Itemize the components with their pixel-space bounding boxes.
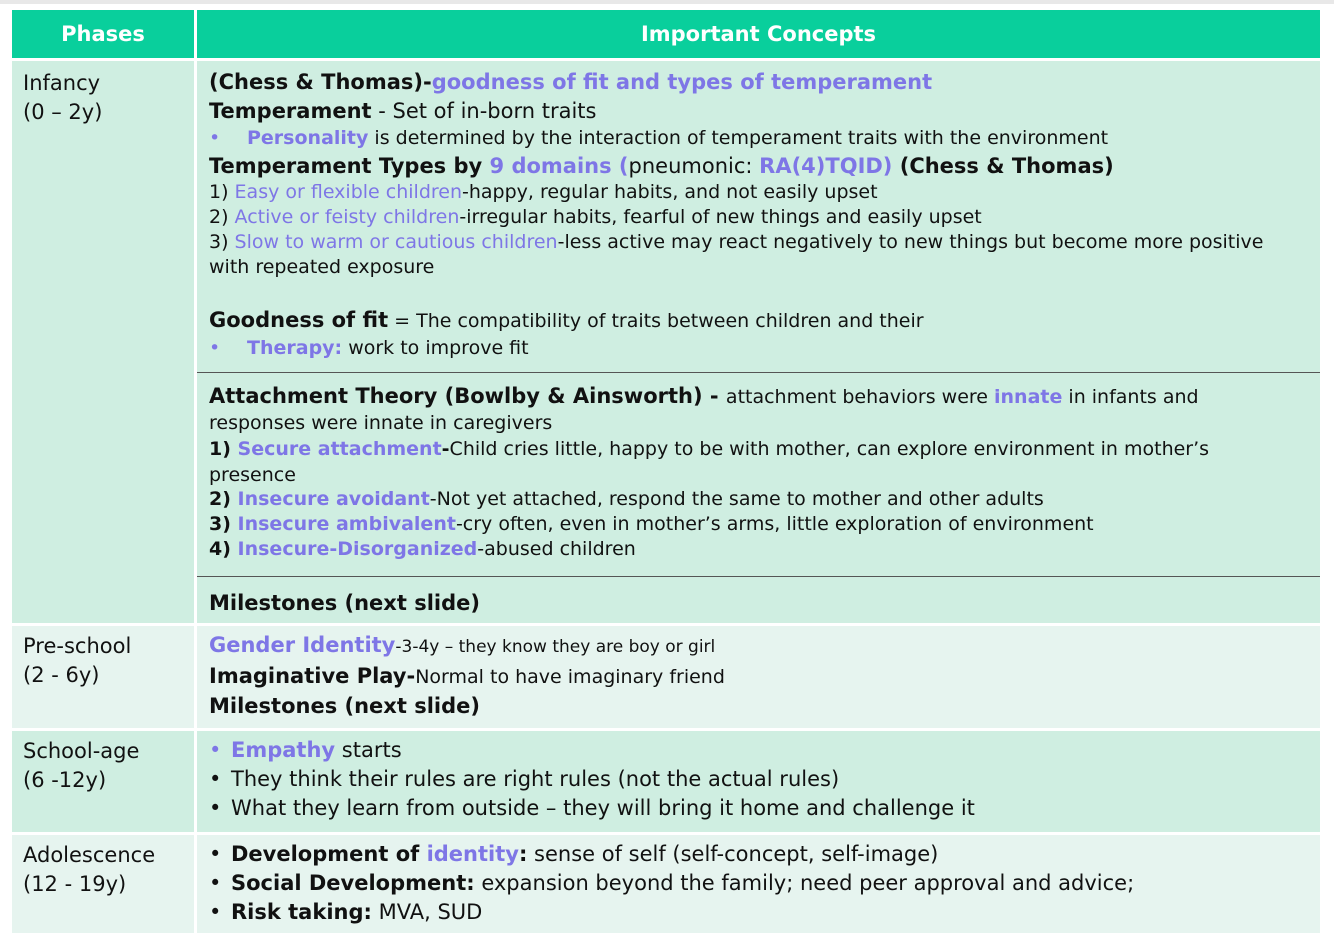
empathy-term: Empathy	[231, 738, 336, 762]
attachment-text-end: in infants and	[1062, 386, 1199, 408]
social-line	[209, 869, 1312, 898]
risk-term: Risk taking:	[231, 900, 372, 924]
identity-desc: sense of self (self-concept, self-image)	[527, 842, 939, 866]
schoolage-content	[209, 736, 1312, 823]
identity-line	[209, 840, 1312, 869]
types-label: Temperament Types by	[209, 154, 490, 178]
attachment-text: attachment behaviors were	[725, 386, 995, 408]
attachment-2-line	[209, 487, 1312, 512]
bullet-icon: •	[209, 842, 222, 866]
insecure-disorganized-term: Insecure-Disorganized	[237, 538, 478, 560]
type-3-continued: with repeated exposure	[209, 256, 435, 278]
adolescence-content	[209, 840, 1312, 927]
temperament-line	[209, 97, 1312, 125]
goodness-types-link: goodness of fit and types of temperament	[431, 70, 933, 94]
type-2-name: Active or feisty children	[234, 206, 460, 228]
type-3-line	[209, 230, 1312, 255]
attachment-section	[209, 382, 1312, 562]
attachment-3-num: 3)	[209, 513, 238, 535]
empathy-line	[209, 736, 1312, 765]
phase-name: School-age	[23, 739, 140, 763]
phase-range: (2 - 6y)	[23, 663, 100, 687]
type-3-name: Slow to warm or cautious children	[234, 231, 558, 253]
types-domains: 9 domains (	[489, 154, 629, 178]
type-2-num: 2)	[209, 206, 235, 228]
insecure-avoidant-desc: -Not yet attached, respond the same to mother and other adults	[429, 488, 1044, 510]
type-3-desc: -less active may react negatively to new things but become more positive	[557, 231, 1264, 253]
type-1-desc: -happy, regular habits, and not easily upset	[462, 181, 878, 203]
rules-line	[209, 765, 1312, 794]
gender-identity-desc: -3-4y – they know they are boy or girl	[395, 637, 716, 657]
personality-line	[209, 125, 1312, 152]
gender-identity-term: Gender Identity	[209, 633, 396, 657]
risk-line	[209, 898, 1312, 927]
insecure-ambivalent-term: Insecure ambivalent	[237, 513, 456, 535]
insecure-disorganized-desc: -abused children	[477, 538, 636, 560]
secure-attachment-desc: Child cries little, happy to be with mother, can explore environment in mother’s	[449, 438, 1210, 460]
bullet-icon: •	[209, 871, 222, 895]
identity-label: Development of	[231, 842, 427, 866]
therapy-line	[209, 335, 1312, 361]
bullet-icon: •	[209, 337, 221, 359]
types-code: RA(4)TQID)	[759, 154, 893, 178]
bullet-icon: •	[209, 738, 222, 762]
risk-desc: MVA, SUD	[371, 900, 483, 924]
personality-definition: is determined by the interaction of temperament traits with the environment	[368, 127, 1109, 149]
phase-range: (12 - 19y)	[23, 872, 127, 896]
bullet-icon: •	[209, 796, 222, 820]
imaginative-play-desc: Normal to have imaginary friend	[415, 666, 725, 688]
innate-term: innate	[994, 386, 1063, 408]
temperament-types-line	[209, 152, 1312, 180]
chess-thomas-label: (Chess & Thomas)-	[209, 70, 432, 94]
phase-range: (0 – 2y)	[23, 100, 103, 124]
gender-identity-line	[209, 631, 1312, 662]
attachment-theory-title: Attachment Theory (Bowlby & Ainsworth) -	[209, 384, 726, 408]
social-desc: expansion beyond the family; need peer approval and advice;	[474, 871, 1135, 895]
secure-attachment-term: Secure attachment	[237, 438, 442, 460]
personality-term: Personality	[247, 127, 369, 149]
attachment-1-dash: -	[441, 438, 450, 460]
bullet-icon: •	[209, 900, 222, 924]
identity-colon: :	[518, 842, 528, 866]
infancy-concepts-cell	[197, 61, 1320, 623]
goodness-of-fit-definition: = The compatibility of traits between children and their	[388, 310, 924, 332]
attachment-3-line	[209, 512, 1312, 537]
header-phases: Phases	[12, 10, 194, 58]
preschool-phase-cell	[12, 626, 194, 728]
preschool-content	[209, 631, 1312, 720]
phase-range: (6 -12y)	[23, 768, 107, 792]
type-1-num: 1)	[209, 181, 235, 203]
top-border	[0, 0, 1334, 4]
attachment-1-line	[209, 436, 1312, 463]
section-divider	[197, 372, 1320, 373]
phase-name: Pre-school	[23, 634, 132, 658]
temperament-definition: - Set of in-born traits	[371, 99, 597, 123]
attachment-1-num: 1)	[209, 438, 238, 460]
phase-name: Adolescence	[23, 843, 156, 867]
schoolage-phase-cell	[12, 731, 194, 832]
attachment-continued: responses were innate in caregivers	[209, 412, 553, 434]
type-2-desc: -irregular habits, fearful of new things and easily upset	[459, 206, 982, 228]
chess-thomas-line	[209, 67, 1312, 97]
goodness-of-fit-line	[209, 306, 1312, 335]
attachment-4-num: 4)	[209, 538, 238, 560]
temperament-section	[209, 67, 1312, 361]
outside-text: What they learn from outside – they will bring it home and challenge it	[231, 796, 975, 820]
attachment-1-continued: presence	[209, 464, 296, 486]
bullet-icon: •	[209, 767, 222, 791]
imaginative-play-line	[209, 662, 1312, 692]
outside-line	[209, 794, 1312, 823]
header-concepts: Important Concepts	[197, 10, 1320, 58]
imaginative-play-term: Imaginative Play-	[209, 664, 416, 688]
bullet-icon: •	[209, 127, 221, 149]
type-1-name: Easy or flexible children	[234, 181, 462, 203]
preschool-concepts-cell	[197, 626, 1320, 728]
adolescence-phase-cell	[12, 835, 194, 933]
social-term: Social Development:	[231, 871, 475, 895]
therapy-definition: work to improve fit	[342, 337, 529, 359]
types-pneumonic: pneumonic:	[628, 154, 760, 178]
types-tail: (Chess & Thomas)	[892, 154, 1114, 178]
rules-text: They think their rules are right rules (not the actual rules)	[231, 767, 840, 791]
attachment-4-line	[209, 537, 1312, 562]
section-divider	[197, 576, 1320, 577]
attachment-theory-line	[209, 382, 1312, 411]
schoolage-concepts-cell	[197, 731, 1320, 832]
infancy-phase-cell	[12, 61, 194, 623]
attachment-2-num: 2)	[209, 488, 238, 510]
identity-term: identity	[426, 842, 519, 866]
spacer	[209, 280, 1312, 306]
empathy-desc: starts	[335, 738, 402, 762]
temperament-term: Temperament	[209, 99, 372, 123]
goodness-of-fit-term: Goodness of fit	[209, 308, 389, 332]
infancy-milestones: Milestones (next slide)	[209, 591, 480, 615]
phase-name: Infancy	[23, 71, 101, 95]
adolescence-concepts-cell	[197, 835, 1320, 933]
preschool-milestones: Milestones (next slide)	[209, 694, 480, 718]
insecure-avoidant-term: Insecure avoidant	[237, 488, 430, 510]
therapy-term: Therapy:	[247, 337, 343, 359]
type-1-line	[209, 180, 1312, 205]
type-3-num: 3)	[209, 231, 235, 253]
insecure-ambivalent-desc: -cry often, even in mother’s arms, little exploration of environment	[455, 513, 1094, 535]
type-2-line	[209, 205, 1312, 230]
